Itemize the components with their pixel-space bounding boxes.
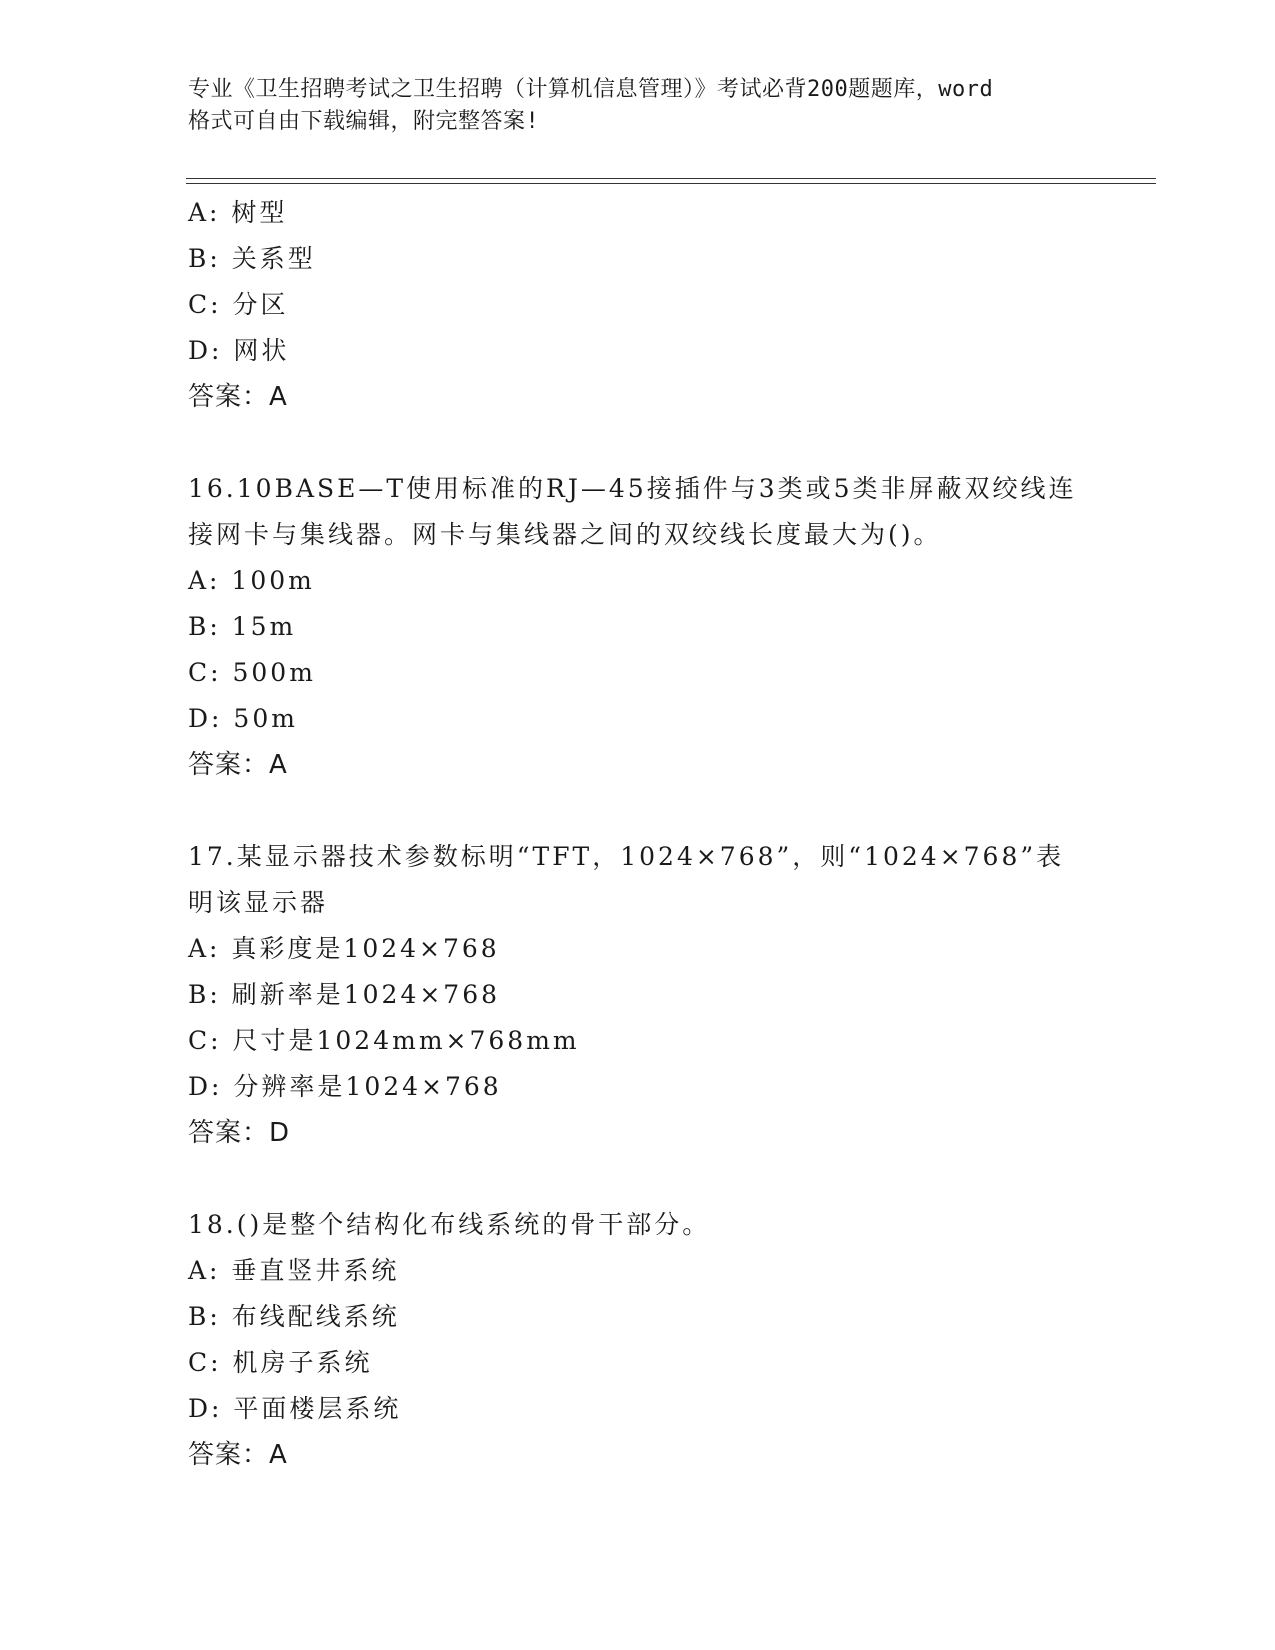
header-line-2: 格式可自由下载编辑，附完整答案!	[188, 109, 540, 134]
answer-line: 答案：D	[188, 1118, 291, 1148]
question-spacer	[188, 788, 1108, 834]
option-b: B: 关系型	[188, 244, 316, 273]
question-stem-line-1: 18.()是整个结构化布线系统的骨干部分。	[188, 1210, 711, 1239]
answer-line: 答案：A	[188, 750, 288, 780]
question-stem-line-1: 17.某显示器技术参数标明“TFT，1024×768”，则“1024×768”表	[188, 842, 1065, 871]
option-b: B: 15m	[188, 612, 297, 641]
header-line-1: 专业《卫生招聘考试之卫生招聘（计算机信息管理）》考试必背200题题库，word	[188, 77, 994, 102]
option-c: C: 分区	[188, 290, 289, 319]
question-16	[188, 466, 1108, 788]
question-spacer	[188, 1156, 1108, 1202]
option-d: D: 网状	[188, 336, 290, 365]
option-a: A: 100m	[188, 566, 315, 595]
question-17	[188, 834, 1108, 1156]
option-d: D: 分辨率是1024×768	[188, 1072, 502, 1101]
question-stem-line-2: 接网卡与集线器。网卡与集线器之间的双绞线长度最大为()。	[188, 520, 942, 549]
header-divider-bottom	[186, 183, 1156, 184]
option-b: B: 刷新率是1024×768	[188, 980, 501, 1009]
option-c: C: 500m	[188, 658, 316, 687]
question-list	[188, 190, 1108, 1478]
option-c: C: 机房子系统	[188, 1348, 373, 1377]
answer-line: 答案：A	[188, 382, 288, 412]
answer-line: 答案：A	[188, 1440, 288, 1470]
question-stem-line-1: 16.10BASE—T使用标准的RJ—45接插件与3类或5类非屏蔽双绞线连	[188, 474, 1077, 503]
document-header	[188, 74, 1088, 138]
header-divider-top	[186, 178, 1156, 179]
question-spacer	[188, 420, 1108, 466]
question-18	[188, 1202, 1108, 1478]
question-stem-line-2: 明该显示器	[188, 888, 329, 917]
option-a: A: 树型	[188, 198, 288, 227]
question-15	[188, 190, 1108, 420]
option-d: D: 50m	[188, 704, 298, 733]
option-a: A: 垂直竖井系统	[188, 1256, 400, 1285]
option-d: D: 平面楼层系统	[188, 1394, 402, 1423]
option-a: A: 真彩度是1024×768	[188, 934, 500, 963]
option-c: C: 尺寸是1024mm×768mm	[188, 1026, 580, 1055]
option-b: B: 布线配线系统	[188, 1302, 400, 1331]
